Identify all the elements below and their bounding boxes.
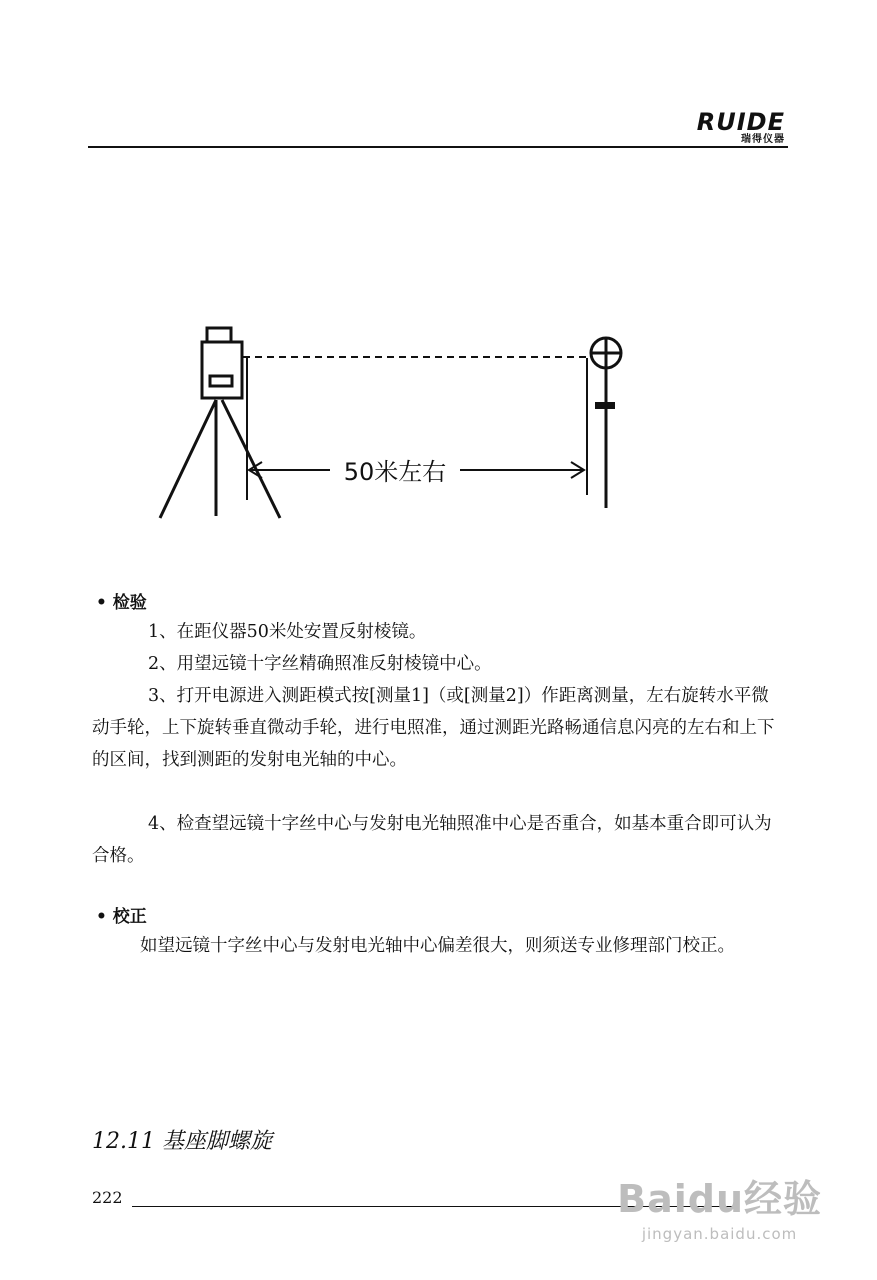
header-rule: [88, 146, 788, 148]
watermark-url: jingyan.baidu.com: [641, 1225, 798, 1243]
tripod-icon: [160, 400, 280, 518]
brand-subtitle: 瑞得仪器: [741, 134, 785, 145]
distance-label: 50米左右: [343, 458, 447, 486]
prism-icon: [591, 338, 621, 508]
inspection-step-1: 1、在距仪器50米处安置反射棱镜。: [148, 622, 427, 642]
correction-paragraph: 如望远镜十字丝中心与发射电光轴中心偏差很大，则须送专业修理部门校正。: [140, 936, 735, 956]
prism-pole-clamp: [595, 402, 615, 409]
section-heading-correction: • 校正: [96, 907, 147, 927]
subsection-title: 12.11 基座脚螺旋: [92, 1129, 272, 1154]
watermark-main: Baidu经验: [617, 1177, 822, 1221]
section-heading-inspection: • 检验: [96, 593, 147, 613]
watermark: [617, 1168, 822, 1243]
page-number: 222: [92, 1188, 123, 1207]
inspection-step-3: 3、打开电源进入测距模式按[测量1]（或[测量2]）作距离测量，左右旋转水平微动手轮，上下旋转垂直微动手轮，进行电照准，通过测距光路畅通信息闪亮的左右和上下的区间，找到测距的发射电光轴的中心。: [92, 686, 775, 770]
brand-name: RUIDE: [696, 108, 785, 136]
brand-logo: [697, 110, 785, 146]
inspection-step-4: 4、检查望远镜十字丝中心与发射电光轴照准中心是否重合，如基本重合即可认为合格。: [92, 814, 772, 866]
total-station-icon: [202, 328, 242, 398]
inspection-step-2: 2、用望远镜十字丝精确照准反射棱镜中心。: [148, 654, 492, 674]
distance-test-diagram: [150, 320, 630, 530]
